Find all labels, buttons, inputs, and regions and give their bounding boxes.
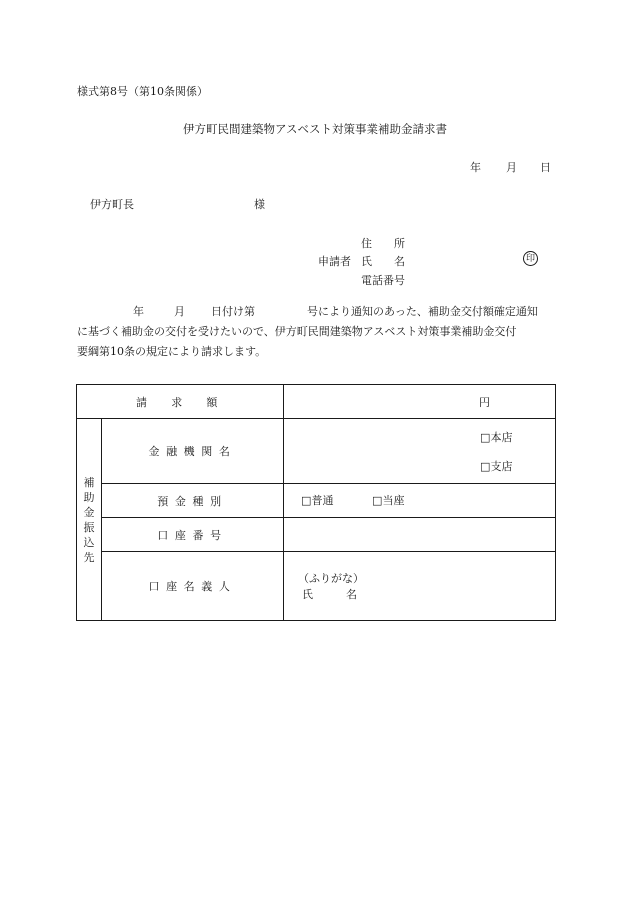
deposit-type-label: 預金種別: [101, 484, 283, 518]
applicant-phone-label: 電話番号: [361, 274, 405, 287]
date-day: 日: [540, 161, 551, 174]
applicant-name-label: 氏 名: [361, 255, 405, 268]
branch-checkbox[interactable]: □支店: [480, 460, 513, 473]
ordinary-checkbox[interactable]: □普通: [301, 494, 334, 507]
transfer-destination-label: 補 助 金 振 込 先: [77, 419, 102, 621]
current-checkbox[interactable]: □当座: [372, 494, 405, 507]
furigana-label: （ふりがな）: [298, 572, 365, 585]
addressee-name: 伊方町長: [90, 198, 134, 211]
amount-value-cell[interactable]: [284, 385, 556, 419]
amount-label: 請 求 額: [77, 385, 284, 419]
body-day-number: 日付け第: [211, 305, 255, 318]
head-office-checkbox[interactable]: □本店: [480, 431, 513, 444]
date-year: 年: [470, 161, 481, 174]
addressee-honorific: 様: [254, 198, 265, 211]
body-line3: 要綱第10条の規定により請求します。: [77, 345, 267, 358]
account-holder-label: 口座名義人: [101, 552, 283, 621]
request-body: [77, 302, 552, 362]
account-number-label: 口座番号: [101, 518, 283, 552]
seal-mark: 印: [523, 251, 538, 266]
form-number: 様式第8号（第10条関係）: [77, 85, 208, 98]
account-number-cell[interactable]: [284, 518, 556, 552]
holder-name-label: 氏 名: [302, 588, 358, 601]
request-table: [76, 384, 556, 621]
body-month: 月: [174, 305, 185, 318]
applicant-address-label: 住 所: [361, 237, 405, 250]
date-month: 月: [506, 161, 517, 174]
body-line2: に基づく補助金の交付を受けたいので、伊方町民間建築物アスベスト対策事業補助金交付: [77, 325, 517, 338]
deposit-type-cell: [284, 484, 556, 518]
account-holder-cell[interactable]: [284, 552, 556, 621]
document-title: 伊方町民間建築物アスベスト対策事業補助金請求書: [182, 122, 448, 136]
bank-name-label: 金融機関名: [101, 419, 283, 484]
amount-unit: 円: [479, 395, 490, 409]
body-year: 年: [133, 305, 144, 318]
bank-name-cell[interactable]: [284, 419, 556, 484]
applicant-label: 申請者: [318, 255, 351, 268]
body-line1-rest: 号により通知のあった、補助金交付額確定通知: [307, 305, 538, 318]
